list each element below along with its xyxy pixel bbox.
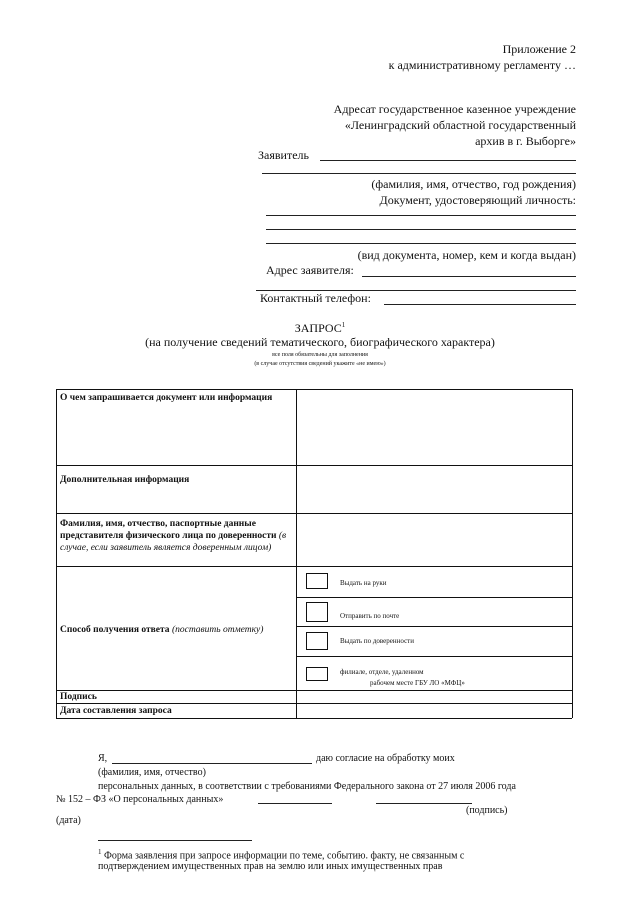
absent-note: (в случае отсутствия сведений укажите «не имею») bbox=[254, 361, 386, 367]
footnote-marker: 1 bbox=[341, 321, 346, 329]
option-label-proxy: Выдать по доверенности bbox=[340, 637, 414, 645]
topic-label: О чем запрашивается документ или информация bbox=[60, 393, 273, 403]
consent-date-field[interactable] bbox=[258, 803, 332, 804]
option-label-mfc-line2: рабочем месте ГБУ ЛО «МФЦ» bbox=[370, 679, 465, 687]
option-label-mfc: филиале, отделе, удаленном bbox=[340, 668, 424, 676]
required-note: все поля обязательны для заполнения bbox=[272, 352, 368, 358]
representative-note: (в случае, если заявитель является доверенным лицом) bbox=[60, 531, 287, 553]
request-date-label: Дата составления запроса bbox=[60, 706, 172, 716]
representative-cell[interactable] bbox=[297, 514, 572, 566]
signature-label: Подпись bbox=[60, 692, 97, 702]
consent-date-hint: (дата) bbox=[56, 815, 81, 826]
consent-agree-text: даю согласие на обработку моих bbox=[316, 753, 455, 764]
option-checkbox-mail[interactable] bbox=[306, 602, 328, 622]
request-date-cell[interactable] bbox=[297, 704, 572, 718]
address-field-1[interactable] bbox=[362, 276, 576, 277]
address-label: Адрес заявителя: bbox=[266, 263, 354, 277]
applicant-name-field-2[interactable] bbox=[262, 173, 576, 174]
option-checkbox-mfc[interactable] bbox=[306, 667, 328, 681]
footnote-line-1: $^1$ Форма заявления при запросе информации по теме, событию. факту, не связанным с bbox=[98, 848, 465, 862]
delivery-method-note: (поставить отметку) bbox=[171, 625, 264, 635]
addressee-line-3: архив в г. Выборге» bbox=[475, 134, 576, 148]
option-label-mail: Отправить по почте bbox=[340, 612, 400, 620]
applicant-label: Заявитель bbox=[258, 148, 309, 162]
phone-label: Контактный телефон: bbox=[260, 291, 371, 305]
option-label-in-person: Выдать на руки bbox=[340, 579, 387, 587]
document-field-2[interactable] bbox=[266, 229, 576, 230]
consent-signature-hint: (подпись) bbox=[466, 805, 508, 816]
request-title: ЗАПРОС$^1$ bbox=[294, 321, 346, 335]
addressee-line-1: Адресат государственное казенное учреждение bbox=[333, 102, 576, 116]
option-checkbox-proxy[interactable] bbox=[306, 632, 328, 650]
document-field-3[interactable] bbox=[266, 243, 576, 244]
consent-fio-hint: (фамилия, имя, отчество) bbox=[98, 767, 206, 778]
document-hint: (вид документа, номер, кем и когда выдан) bbox=[357, 248, 576, 262]
representative-label: Фамилия, имя, отчество, паспортные данные представителя физического лица по доверенности (в случае, если заявитель является доверенным лицом) bbox=[60, 519, 287, 553]
consent-i: Я, bbox=[98, 753, 108, 764]
footnote-mark: 1 bbox=[98, 848, 102, 856]
consent-text-1: персональных данных, в соответствии с требованиями Федерального закона от 27 июля 2006 года bbox=[98, 781, 516, 792]
consent-signature-field[interactable] bbox=[376, 803, 472, 804]
footnote-line-2: подтверждением имущественных прав на землю или иных имущественных прав bbox=[98, 861, 443, 872]
appendix-number: Приложение 2 bbox=[502, 42, 576, 56]
applicant-name-field-1[interactable] bbox=[320, 160, 576, 161]
option-checkbox-in-person[interactable] bbox=[306, 573, 328, 589]
addressee-line-2: «Ленинградский областной государственный bbox=[344, 118, 576, 132]
delivery-method-label: Способ получения ответа (поставить отметку) bbox=[60, 625, 264, 635]
applicant-name-hint: (фамилия, имя, отчество, год рождения) bbox=[371, 177, 576, 191]
request-subtitle: (на получение сведений тематического, биографического характера) bbox=[145, 335, 495, 349]
topic-cell[interactable] bbox=[297, 390, 572, 465]
footnote-separator bbox=[98, 840, 252, 841]
document-field-1[interactable] bbox=[266, 215, 576, 216]
consent-text-2: № 152 – ФЗ «О персональных данных» bbox=[56, 794, 224, 805]
consent-name-field[interactable] bbox=[112, 763, 312, 764]
additional-info-label: Дополнительная информация bbox=[60, 475, 190, 485]
document-label: Документ, удостоверяющий личность: bbox=[379, 193, 576, 207]
additional-info-cell[interactable] bbox=[297, 466, 572, 513]
phone-field[interactable] bbox=[384, 304, 576, 305]
regulation-reference: к административному регламенту … bbox=[388, 58, 576, 72]
signature-cell[interactable] bbox=[297, 691, 572, 703]
